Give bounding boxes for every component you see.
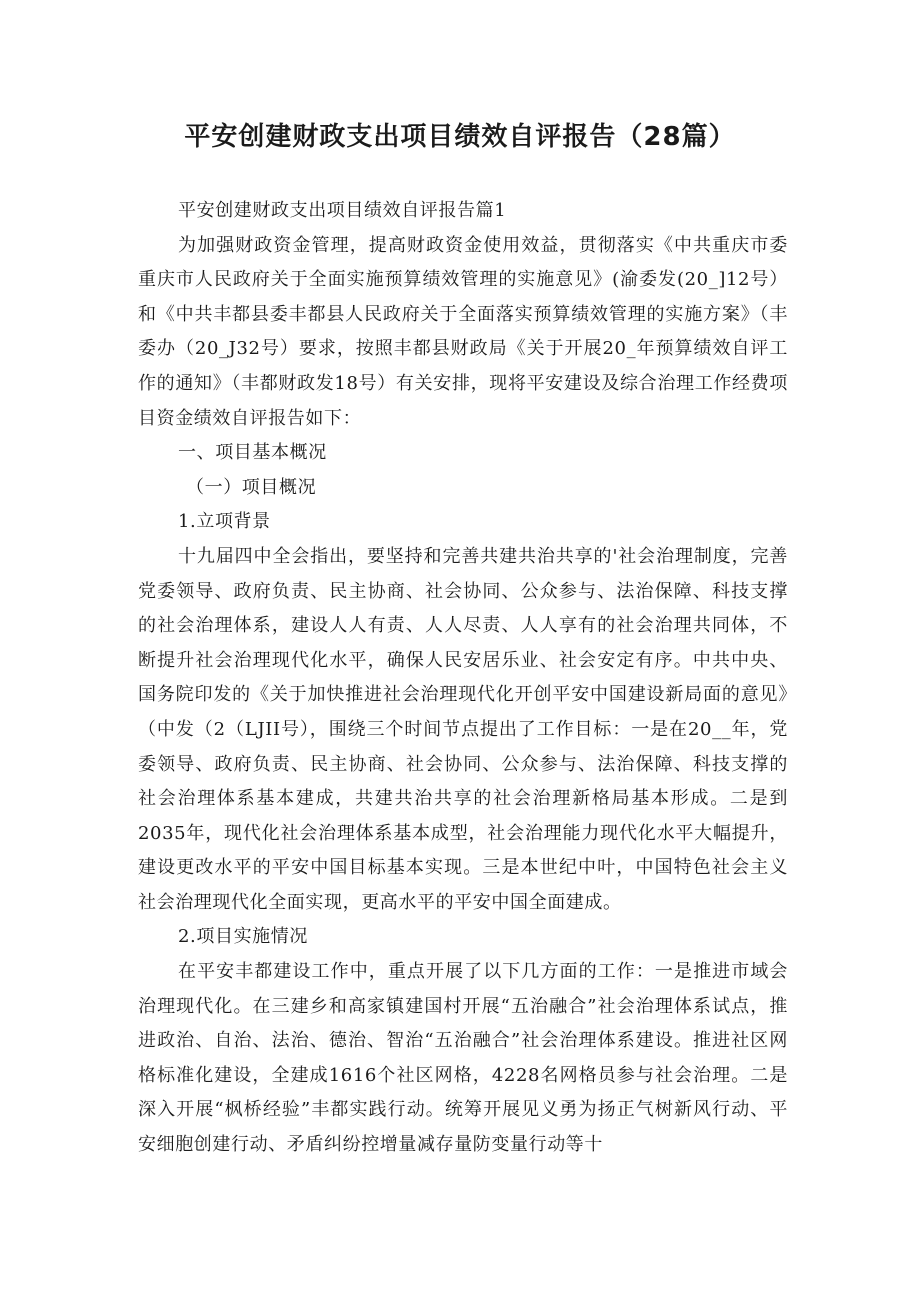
paragraph-background: 十九届四中全会指出，要坚持和完善共建共治共享的'社会治理制度，完善党委领导、政府负责、民主协商、社会协同、公众参与、法治保障、科技支撑的社会治理体系，建设人人有责、人人尽责、人人享有的社会治理共同体，不断提升社会治理现代化水平，确保人民安居乐业、社会安定有序。中共中央、国务院印发的《关于加快推进社会治理现代化开创平安中国建设新局面的意见》（中发（2（LJII号），围绕三个时间节点提出了工作目标：一是在20__年，党委领导、政府负责、民主协商、社会协同、公众参与、法治保障、科技支撑的社会治理体系基本建成，共建共治共享的社会治理新格局基本形成。二是到2035年，现代化社会治理体系基本成型，社会治理能力现代化水平大幅提升，建设更改水平的平安中国目标基本实现。三是本世纪中叶，中国特色社会主义社会治理现代化全面实现，更高水平的平安中国全面建成。 <box>138 545 788 913</box>
section-heading-overview: 一、项目基本概况 <box>178 442 327 464</box>
paragraph-intro: 为加强财政资金管理，提高财政资金使用效益，贯彻落实《中共重庆市委重庆市人民政府关于全面实施预算绩效管理的实施意见》(渝委发(20_]12号）和《中共丰都县委丰都县人民政府关于全面落实预算绩效管理的实施方案》（丰委办（20_J32号）要求，按照丰都县财政局《关于开展20_年预算绩效自评工作的通知》（丰都财政发18号）有关安排，现将平安建设及综合治理工作经费项目资金绩效自评报告如下： <box>138 234 788 429</box>
subsection-heading-project-overview: （一）项目概况 <box>186 476 317 498</box>
document-title: 平安创建财政支出项目绩效自评报告（28篇） <box>184 122 736 152</box>
item-heading-background: 1.立项背景 <box>178 511 271 533</box>
paragraph-implementation: 在平安丰都建设工作中，重点开展了以下几方面的工作：一是推进市域会治理现代化。在三建乡和高家镇建国村开展“五治融合”社会治理体系试点，推进政治、自治、法治、德治、智治“五治融合”社会治理体系建设。推进社区网格标准化建设，全建成1616个社区网格，4228名网格员参与社会治理。二是深入开展“枫桥经验”丰都实践行动。统筹开展见义勇为扬正气树新风行动、平安细胞创建行动、矛盾纠纷控增量减存量防变量行动等十 <box>138 961 788 1156</box>
item-heading-implementation: 2.项目实施情况 <box>178 926 308 948</box>
document-subtitle: 平安创建财政支出项目绩效自评报告篇1 <box>178 200 507 221</box>
document-body <box>138 194 788 1163</box>
